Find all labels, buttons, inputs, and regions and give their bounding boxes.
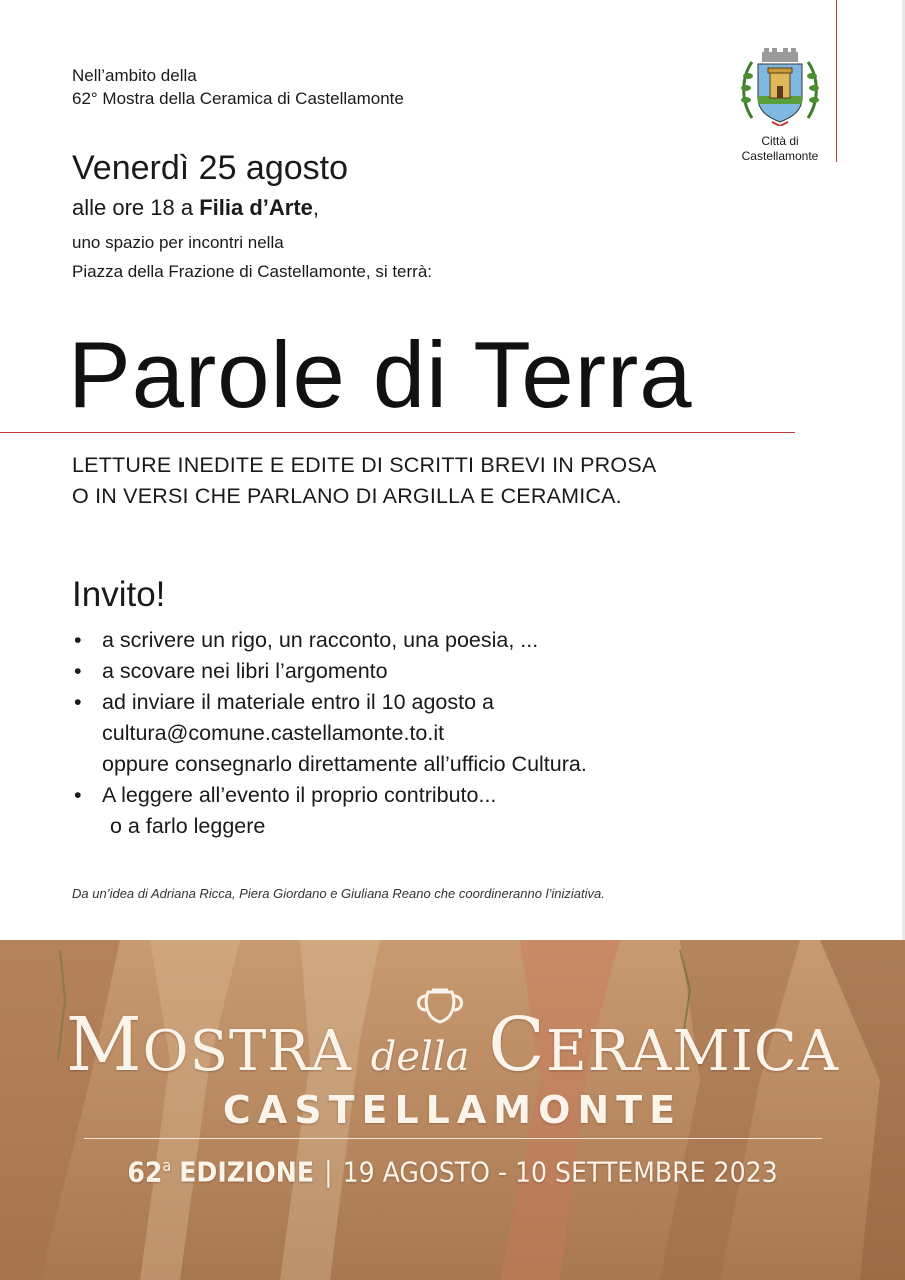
list-item bbox=[72, 780, 587, 842]
list-item-text-continued: o a farlo leggere bbox=[110, 814, 266, 838]
invito-heading: Invito! bbox=[72, 575, 166, 614]
intro-line-2: 62° Mostra della Ceramica di Castellamonte bbox=[72, 89, 404, 108]
logo-caption-line-1: Città di bbox=[761, 134, 799, 148]
logo-caption bbox=[732, 134, 828, 164]
list-item-text: ad inviare il materiale entro il 10 agosto a bbox=[102, 690, 494, 714]
red-horizontal-rule bbox=[0, 432, 795, 433]
invito-list bbox=[72, 625, 587, 842]
venue-description bbox=[72, 228, 432, 286]
bullet-icon: • bbox=[74, 690, 82, 714]
banner-title-ostra: OSTRA bbox=[142, 1019, 352, 1084]
credits-note: Da un’idea di Adriana Ricca, Piera Giordano e Giuliana Reano che coordineranno l’iniziativa. bbox=[72, 886, 605, 901]
list-item bbox=[72, 656, 587, 687]
banner-city: CASTELLAMONTE bbox=[222, 1088, 683, 1132]
bullet-icon: • bbox=[74, 783, 82, 807]
banner-divider bbox=[84, 1138, 822, 1139]
banner-title-initial-c: C bbox=[488, 1002, 546, 1088]
banner-title-eramica: ERAMICA bbox=[545, 1019, 840, 1084]
banner-edition bbox=[0, 1146, 905, 1192]
banner-title bbox=[0, 1002, 905, 1090]
city-logo bbox=[732, 48, 828, 164]
email-address: cultura@comune.castellamonte.to.it bbox=[102, 721, 445, 745]
subtitle-line-2: O IN VERSI CHE PARLANO DI ARGILLA E CERAMICA. bbox=[72, 484, 622, 508]
bullet-icon: • bbox=[74, 628, 82, 652]
edition-word: EDIZIONE bbox=[179, 1155, 315, 1189]
edition-number: 62 bbox=[127, 1155, 163, 1189]
banner-title-della: della bbox=[370, 1034, 470, 1080]
intro-text bbox=[72, 64, 404, 110]
list-item-text: A leggere all’evento il proprio contributo... bbox=[102, 783, 497, 807]
bullet-icon: • bbox=[74, 659, 82, 683]
list-item-text: a scovare nei libri l’argomento bbox=[102, 659, 388, 683]
red-vertical-rule bbox=[836, 0, 837, 162]
edition-separator: | bbox=[324, 1155, 333, 1189]
coat-of-arms-icon bbox=[738, 48, 822, 126]
logo-caption-line-2: Castellamonte bbox=[741, 149, 819, 163]
list-item bbox=[72, 625, 587, 656]
time-prefix: alle ore 18 a bbox=[72, 195, 200, 220]
intro-line-1: Nell’ambito della bbox=[72, 66, 197, 85]
edition-superscript: a bbox=[162, 1156, 172, 1175]
list-item-text-continued: oppure consegnarlo direttamente all’ufficio Cultura. bbox=[102, 752, 587, 776]
list-item-text: a scrivere un rigo, un racconto, una poesia, ... bbox=[102, 628, 539, 652]
event-time-venue bbox=[72, 193, 319, 223]
event-subtitle bbox=[72, 450, 656, 512]
subtitle-line-1: LETTURE INEDITE E EDITE DI SCRITTI BREVI IN PROSA bbox=[72, 453, 657, 477]
venue-name: Filia d’Arte bbox=[199, 195, 313, 220]
exhibition-banner bbox=[0, 940, 905, 1280]
page-title: Parole di Terra bbox=[68, 322, 693, 427]
event-date: Venerdì 25 agosto bbox=[72, 149, 349, 187]
exhibition-dates: 19 AGOSTO - 10 SETTEMBRE 2023 bbox=[342, 1155, 778, 1189]
time-suffix: , bbox=[312, 195, 320, 220]
venue-description-line-2: Piazza della Frazione di Castellamonte, si terrà: bbox=[72, 262, 432, 281]
venue-description-line-1: uno spazio per incontri nella bbox=[72, 233, 284, 252]
banner-title-initial-m: M bbox=[65, 1002, 143, 1088]
list-item bbox=[72, 687, 587, 780]
